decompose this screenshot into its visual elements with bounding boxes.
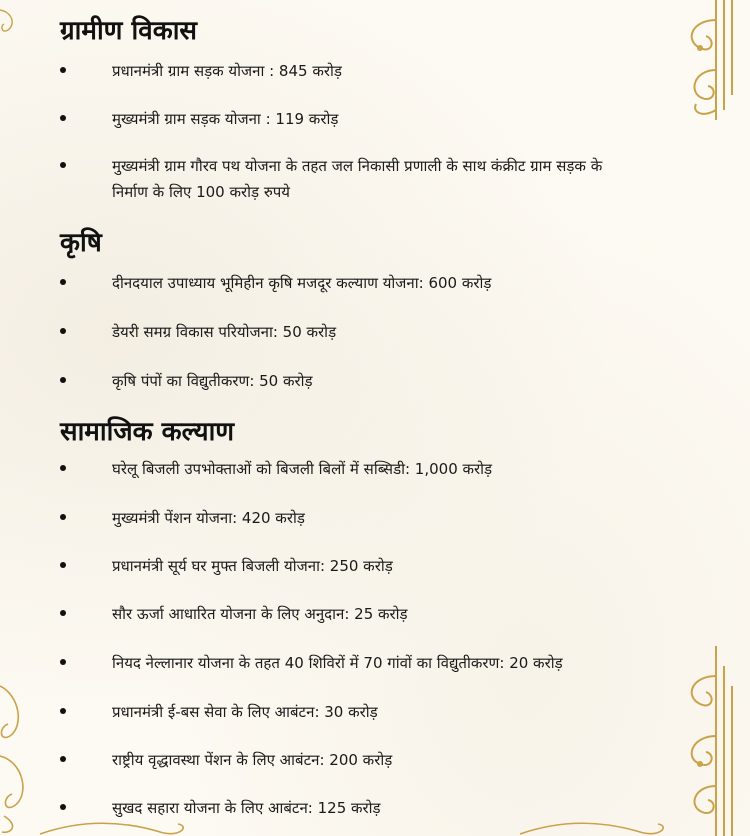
bullet xyxy=(60,659,66,665)
bullet xyxy=(60,804,66,810)
list-item-text: मुख्यमंत्री ग्राम सड़क योजना : 119 करोड़ xyxy=(112,110,339,128)
list-item-text: घरेलू बिजली उपभोक्ताओं को बिजली बिलों में सब्सिडी: 1,000 करोड़ xyxy=(112,460,493,478)
section-title-agriculture: कृषि xyxy=(60,228,102,258)
bullet xyxy=(60,328,66,334)
bullet xyxy=(60,115,66,121)
bullet xyxy=(60,377,66,383)
list-item-text: प्रधानमंत्री ग्राम सड़क योजना : 845 करोड़ xyxy=(112,62,342,80)
list-item-text: प्रधानमंत्री सूर्य घर मुफ्त बिजली योजना: 250 करोड़ xyxy=(112,557,393,575)
list-item-text: मुख्यमंत्री ग्राम गौरव पथ योजना के तहत जल निकासी प्रणाली के साथ कंक्रीट ग्राम सड़क के निर्माण के लिए 100 करोड़ रुपये xyxy=(112,157,603,201)
bullet xyxy=(60,465,66,471)
section-title-rural-development: ग्रामीण विकास xyxy=(60,16,197,46)
section-title-social-welfare: सामाजिक कल्याण xyxy=(60,417,235,447)
list-item-text: डेयरी समग्र विकास परियोजना: 50 करोड़ xyxy=(112,323,337,341)
list-item-text: दीनदयाल उपाध्याय भूमिहीन कृषि मजदूर कल्याण योजना: 600 करोड़ xyxy=(112,274,492,292)
bullet xyxy=(60,67,66,73)
bullet xyxy=(60,162,66,168)
list-item-text: सौर ऊर्जा आधारित योजना के लिए अनुदान: 25 करोड़ xyxy=(112,605,408,623)
list-item-text: सुखद सहारा योजना के लिए आबंटन: 125 करोड़ xyxy=(112,799,381,817)
list-item-text: नियद नेल्लानार योजना के तहत 40 शिविरों में 70 गांवों का विद्युतीकरण: 20 करोड़ xyxy=(112,654,563,672)
bullet xyxy=(60,708,66,714)
list-item-text: कृषि पंपों का विद्युतीकरण: 50 करोड़ xyxy=(112,372,313,390)
bullet xyxy=(60,514,66,520)
bullet xyxy=(60,562,66,568)
bullet xyxy=(60,279,66,285)
bullet xyxy=(60,610,66,616)
list-item-text: मुख्यमंत्री पेंशन योजना: 420 करोड़ xyxy=(112,509,305,527)
list-item-text: राष्ट्रीय वृद्धावस्था पेंशन के लिए आबंटन: 200 करोड़ xyxy=(112,751,393,769)
bullet xyxy=(60,756,66,762)
list-item-text: प्रधानमंत्री ई-बस सेवा के लिए आबंटन: 30 करोड़ xyxy=(112,703,378,721)
